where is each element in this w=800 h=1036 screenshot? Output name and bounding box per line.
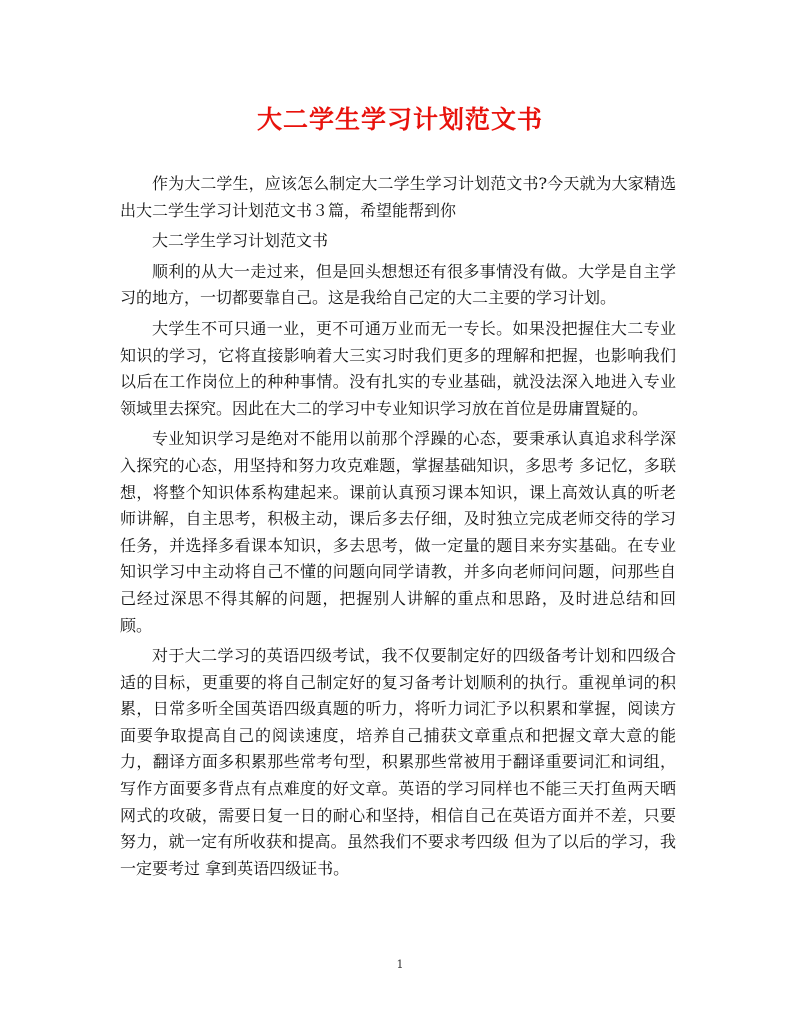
document-body xyxy=(120,171,676,886)
paragraph: 对于大二学习的英语四级考试，我不仅要制定好的四级备考计划和四级合适的目标，更重要的将自己制定好的复习备考计划顺利的执行。重视单词的积累，日常多听全国英语四级真题的听力，将听力词汇予以积累和掌握，阅读方面要争取提高自己的阅读速度，培养自己捕获文章重点和把握文章大意的能力，翻译方面多积累那些常考句型，积累那些常被用于翻译重要词汇和词组，写作方面要多背点有点难度的好文章。英语的学习同样也不能三天打鱼两天晒网式的攻破，需要日复一日的耐心和坚持，相信自己在英语方面并不差，只要努力，就一定有所收获和提高。虽然我们不要求考四级 但为了以后的学习，我一定要考过 拿到英语四级证书。 xyxy=(120,646,676,878)
document-title: 大二学生学习计划范文书 xyxy=(256,105,543,134)
paragraph-subheading: 大二学生学习计划范文书 xyxy=(152,231,329,251)
paragraph-intro: 作为大二学生，应该怎么制定大二学生学习计划范文书?今天就为大家精选出大二学生学习计划范文书３篇，希望能帮到你 xyxy=(120,174,676,220)
paragraph: 顺利的从大一走过来，但是回头想想还有很多事情没有做。大学是自主学习的地方，一切都要靠自己。这是我给自己定的大二主要的学习计划。 xyxy=(120,261,676,308)
page-number: 1 xyxy=(396,958,404,971)
paragraph: 专业知识学习是绝对不能用以前那个浮躁的心态，要秉承认真追求科学深入探究的心态，用坚持和努力攻克难题，掌握基础知识，多思考 多记忆，多联想，将整个知识体系构建起来。课前认真预习课本知识，课上高效认真的听老师讲解，自主思考，积极主动，课后多去仔细，及时独立完成老师交待的学习任务，并选择多看课本知识，多去思考，做一定量的题目来夯实基础。在专业知识学习中主动将自己不懂的问题向同学请教，并多向老师问问题，问那些自己经过深思不得其解的问题，把握别人讲解的重点和思路，及时进总结和回顾。 xyxy=(120,429,676,635)
paragraph: 大学生不可只通一业，更不可通万业而无一专长。如果没把握住大二专业知识的学习，它将直接影响着大三实习时我们更多的理解和把握，也影响我们以后在工作岗位上的种种事情。没有扎实的专业基础，就没法深入地进入专业领域里去探究。因此在大二的学习中专业知识学习放在首位是毋庸置疑的。 xyxy=(120,318,676,418)
